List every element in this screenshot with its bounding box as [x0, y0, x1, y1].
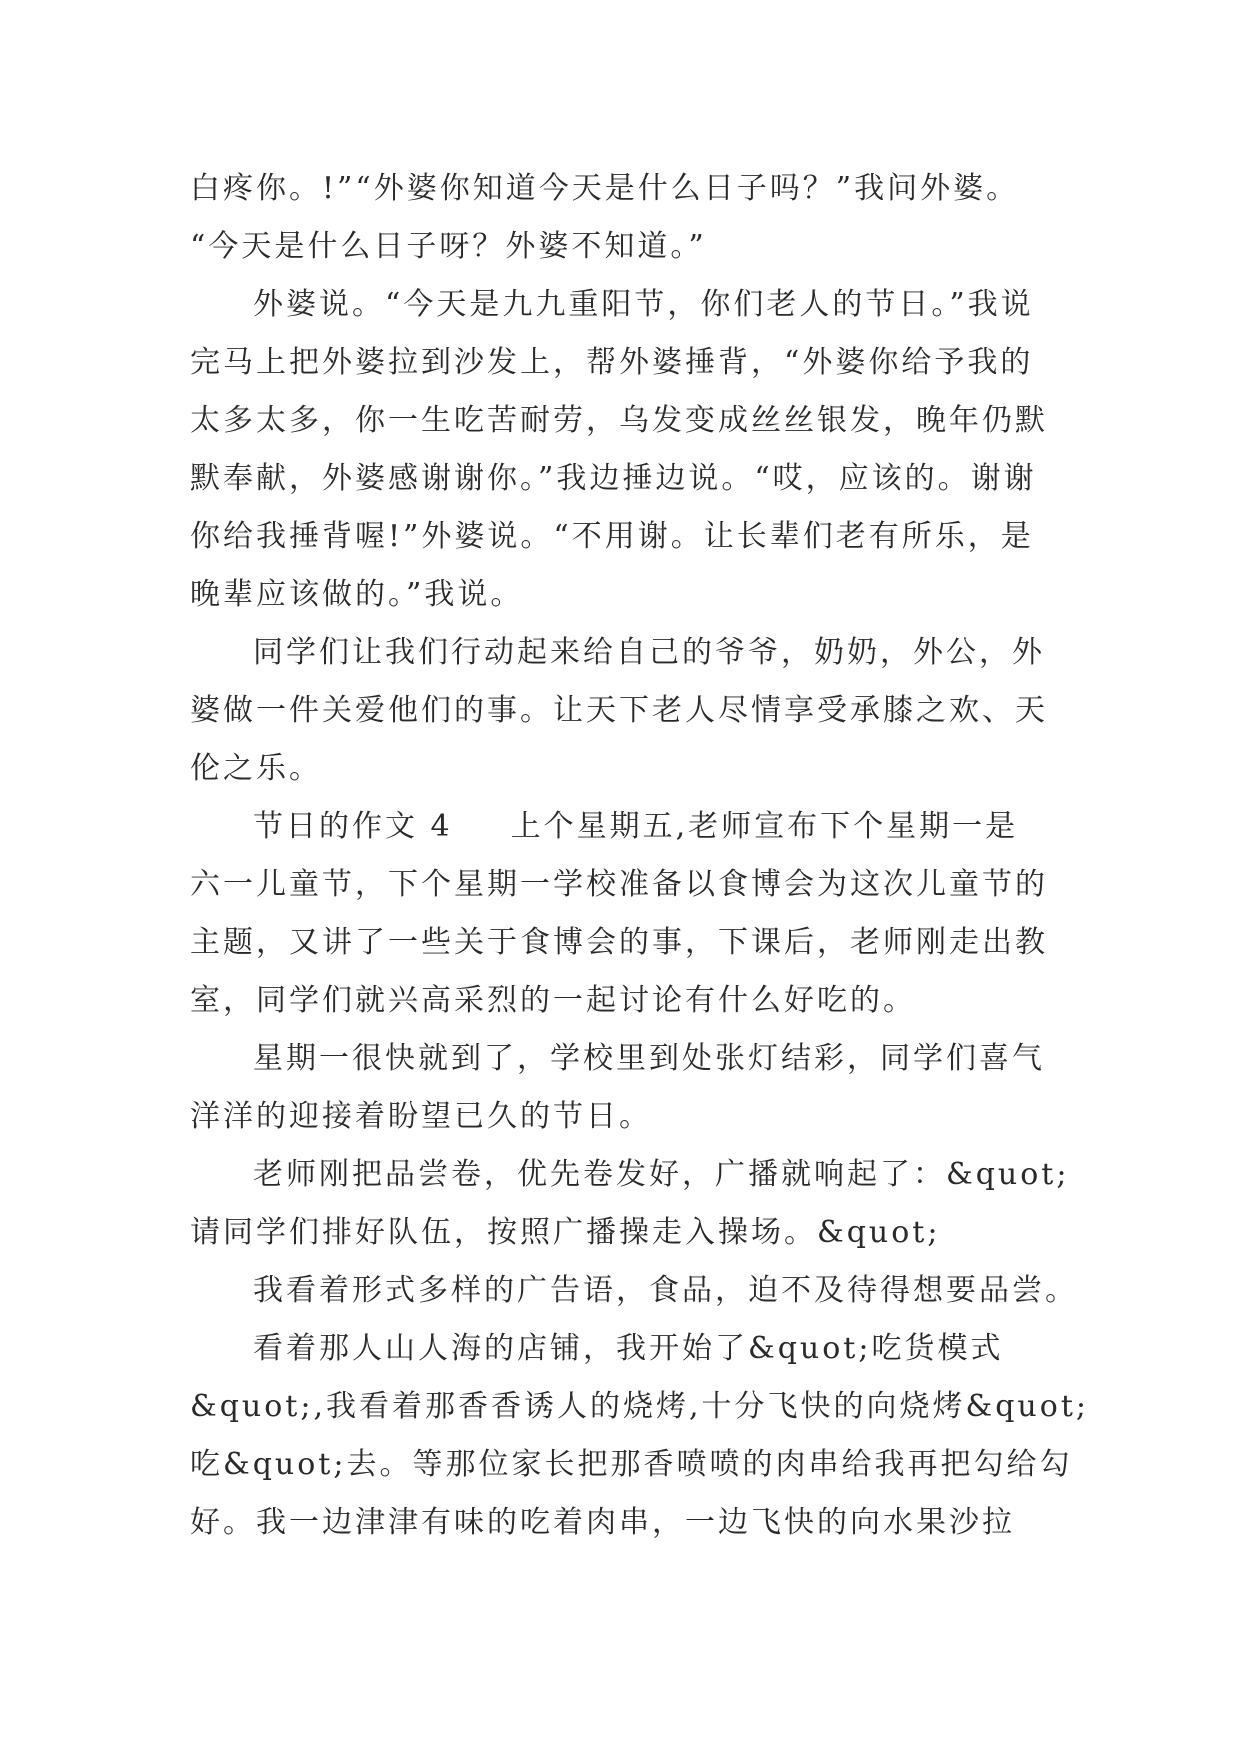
text-line: 好。我一边津津有味的吃着肉串，一边飞快的向水果沙拉 [190, 1505, 1015, 1540]
section-heading-line [190, 798, 1050, 856]
text-line: &quot;,我看着那香香诱人的烧烤,十分飞快的向烧烤&quot; [190, 1389, 1089, 1424]
paragraph-start-line: 我看着形式多样的广告语，食品，迫不及待得想要品尝。 [253, 1273, 1078, 1308]
text-line: 伦之乐。 [190, 751, 322, 786]
text-line: 洋洋的迎接着盼望已久的节日。 [190, 1099, 652, 1134]
text-line: 请同学们排好队伍，按照广播操走入操场。&quot; [190, 1215, 941, 1250]
paragraph-start-line: 外婆说。“今天是九九重阳节，你们老人的节日。”我说 [253, 287, 1034, 322]
text-line: 默奉献，外婆感谢谢你。”我边捶边说。“哎，应该的。谢谢 [190, 461, 1037, 496]
section-heading: 节日的作文 4 [253, 809, 453, 844]
text-line: 太多太多，你一生吃苦耐劳，乌发变成丝丝银发，晚年仍默 [190, 403, 1048, 438]
text-line: 你给我捶背喔!”外婆说。“不用谢。让长辈们老有所乐，是 [190, 519, 1034, 554]
paragraph-start-line: 看着那人山人海的店铺，我开始了&quot;吃货模式 [253, 1331, 1004, 1366]
text-line: 完马上把外婆拉到沙发上，帮外婆捶背，“外婆你给予我的 [190, 345, 1034, 380]
body-text [190, 160, 1089, 1552]
text-line: 白疼你。!”“外婆你知道今天是什么日子吗？”我问外婆。 [190, 171, 1020, 206]
text-line: 吃&quot;去。等那位家长把那香喷喷的肉串给我再把勾给勾 [190, 1447, 1073, 1482]
text-line: “今天是什么日子呀？外婆不知道。” [190, 229, 707, 264]
text-line: 六一儿童节，下个星期一学校准备以食博会为这次儿童节的 [190, 867, 1048, 902]
text-line: 婆做一件关爱他们的事。让天下老人尽情享受承膝之欢、天 [190, 693, 1048, 728]
paragraph-start-text: 上个星期五,老师宣布下个星期一是 [510, 809, 1019, 844]
text-line: 室，同学们就兴高采烈的一起讨论有什么好吃的。 [190, 983, 916, 1018]
paragraph-start-line: 同学们让我们行动起来给自己的爷爷，奶奶，外公，外 [253, 635, 1045, 670]
text-line: 主题，又讲了一些关于食博会的事，下课后，老师刚走出教 [190, 925, 1048, 960]
paragraph-start-line: 星期一很快就到了，学校里到处张灯结彩，同学们喜气 [253, 1041, 1045, 1076]
text-line: 晚辈应该做的。”我说。 [190, 577, 524, 612]
paragraph-start-line: 老师刚把品尝卷，优先卷发好，广播就响起了：&quot; [253, 1157, 1070, 1192]
